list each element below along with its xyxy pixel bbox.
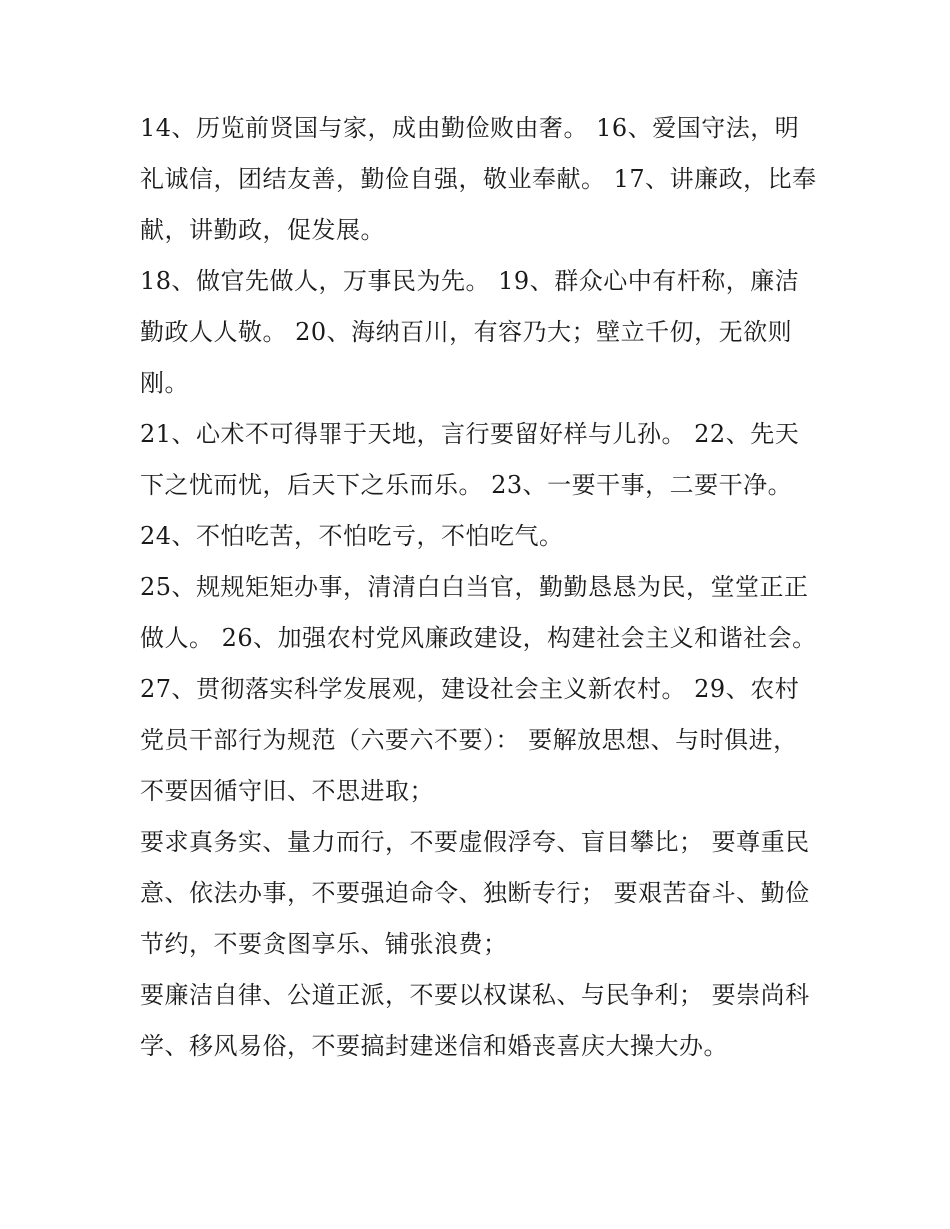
paragraph: 18、做官先做人，万事民为先。 19、群众心中有杆称，廉洁勤政人人敬。 20、海纳百川，有容乃大；壁立千仞，无欲则刚。 (140, 267, 800, 397)
paragraph: 25、规规矩矩办事，清清白白当官，勤勤恳恳为民，堂堂正正做人。 26、加强农村党风廉政建设，构建社会主义和谐社会。 (140, 573, 817, 652)
paragraph: 21、心术不可得罪于天地，言行要留好样与儿孙。 22、先天下之忧而忧，后天下之乐而乐。 23、一要干事，二要干净。 (140, 420, 800, 499)
paragraph: 14、历览前贤国与家，成由勤俭败由奢。 16、爱国守法，明礼诚信，团结友善，勤俭自强，敬业奉献。 17、讲廉政，比奉献，讲勤政，促发展。 (140, 114, 817, 244)
paragraph: 要廉洁自律、公道正派，不要以权谋私、与民争利； 要崇尚科学、移风易俗，不要搞封建迷信和婚丧喜庆大操大办。 (140, 981, 810, 1060)
paragraph: 24、不怕吃苦，不怕吃亏，不怕吃气。 (140, 522, 564, 550)
document-body (140, 103, 820, 1072)
paragraph: 要求真务实、量力而行，不要虚假浮夸、盲目攀比； 要尊重民意、依法办事，不要强迫命令、独断专行； 要艰苦奋斗、勤俭节约，不要贪图享乐、铺张浪费； (140, 828, 810, 958)
paragraph: 27、贯彻落实科学发展观，建设社会主义新农村。 29、农村党员干部行为规范（六要六不要）： 要解放思想、与时俱进，不要因循守旧、不思进取； (140, 675, 800, 805)
